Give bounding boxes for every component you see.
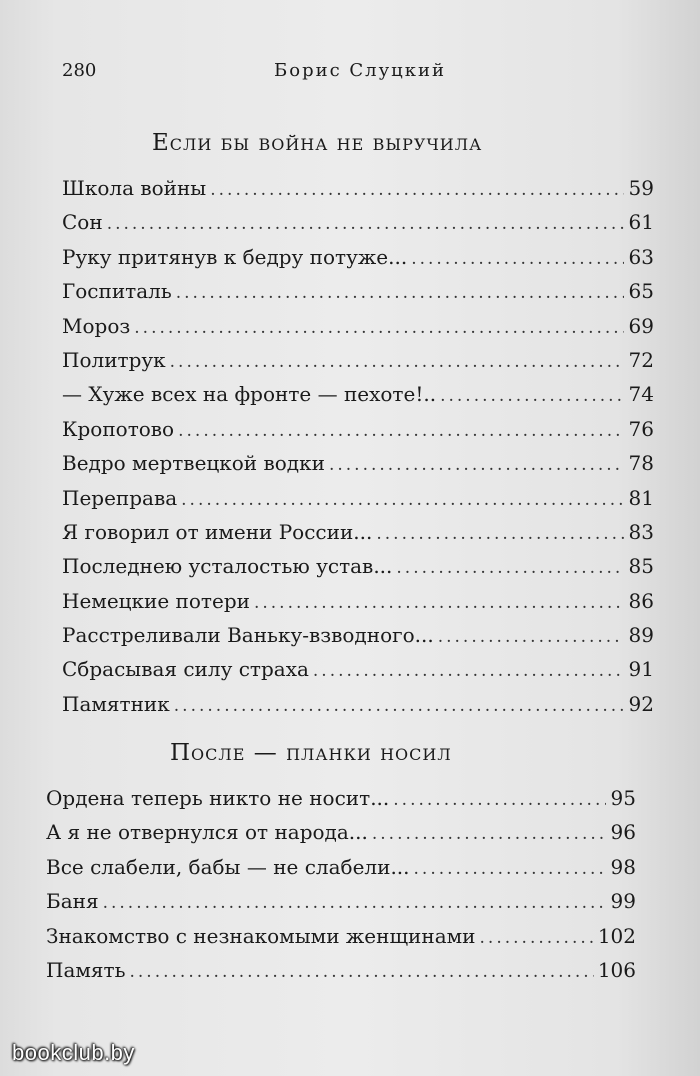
toc-entry	[62, 382, 654, 416]
toc-entry	[62, 554, 654, 588]
author-name: Борис Слуцкий	[274, 60, 447, 81]
toc-entry-page: 81	[628, 485, 654, 510]
toc-entry	[62, 348, 654, 382]
page-number: 280	[62, 60, 97, 81]
toc-entry-page: 98	[610, 854, 636, 879]
toc-entry-title: Ордена теперь никто не носит...	[46, 786, 390, 810]
toc-entry-title: А я не отвернулся от народа...	[46, 820, 368, 845]
toc-entry-page: 61	[628, 210, 654, 235]
toc-entry	[62, 176, 654, 210]
toc-entry	[62, 657, 654, 691]
toc-entry	[46, 924, 636, 958]
toc-entry	[62, 486, 654, 520]
toc-entry-page: 85	[628, 554, 654, 579]
toc-entry-page: 74	[628, 382, 654, 407]
toc-entry-title: Сон	[62, 210, 103, 235]
running-head	[62, 60, 622, 90]
toc-entry	[46, 820, 636, 854]
toc-entry-title: Кропотово	[62, 416, 175, 441]
dot-leader	[414, 859, 606, 879]
dot-leader	[176, 283, 624, 303]
dot-leader	[254, 593, 624, 613]
toc-entry	[62, 692, 654, 726]
toc-entry	[62, 245, 654, 279]
toc-entry-title: Памятник	[62, 691, 170, 716]
toc-entry-title: Память	[46, 957, 126, 982]
toc-entry-page: 83	[628, 519, 654, 544]
dot-leader	[130, 962, 594, 982]
toc-entry	[62, 314, 654, 348]
toc-entry-title: Переправа	[62, 485, 178, 510]
dot-leader	[372, 824, 606, 844]
toc-entry-title: Я говорил от имени России...	[62, 519, 373, 544]
toc-entry-title: Знакомство с незнакомыми женщинами	[46, 923, 476, 948]
toc-entry-page: 78	[628, 451, 654, 476]
toc-entry	[62, 451, 654, 485]
dot-leader	[107, 214, 624, 234]
toc-entry-title: Мороз	[62, 313, 131, 338]
dot-leader	[480, 928, 594, 948]
toc-entry	[62, 589, 654, 623]
toc-entry-page: 92	[628, 691, 654, 716]
toc-entry-title: Руку притянув к бедру потуже...	[62, 244, 408, 269]
dot-leader	[411, 249, 624, 269]
toc-entry	[46, 855, 636, 889]
site-watermark: bookclub.by	[12, 1040, 135, 1065]
dot-leader	[376, 524, 624, 544]
dot-leader	[170, 352, 624, 372]
toc-entry-page: 69	[628, 313, 654, 338]
dot-leader	[174, 696, 624, 716]
dot-leader	[181, 490, 624, 510]
toc-entry-title: Последнею усталостью устав...	[62, 554, 393, 579]
toc-list	[46, 786, 636, 992]
toc-entry	[46, 889, 636, 923]
toc-entry	[46, 958, 636, 992]
toc-entry-page: 89	[628, 623, 654, 648]
toc-entry	[62, 279, 654, 313]
toc-list	[62, 176, 654, 726]
dot-leader	[396, 558, 624, 578]
toc-entry-page: 72	[628, 347, 654, 372]
dot-leader	[440, 386, 624, 406]
toc-entry-title: Сбрасывая силу страха	[62, 657, 309, 682]
dot-leader	[134, 318, 624, 338]
toc-entry-page: 96	[610, 820, 636, 845]
toc-entry-page: 63	[628, 244, 654, 269]
toc-entry-title: Все слабели, бабы — не слабели...	[46, 854, 410, 879]
dot-leader	[103, 893, 606, 913]
dot-leader	[438, 627, 624, 647]
toc-entry-page: 76	[628, 416, 654, 441]
toc-entry-page: 106	[597, 957, 636, 982]
toc-entry-title: Расстреливали Ваньку-взводного...	[62, 623, 434, 648]
toc-entry-page: 95	[610, 786, 636, 810]
section-title: После — планки носил	[170, 740, 452, 766]
toc-entry	[62, 623, 654, 657]
toc-entry-title: Немецкие потери	[62, 588, 250, 613]
dot-leader	[329, 455, 624, 475]
dot-leader	[210, 180, 624, 200]
toc-entry	[62, 520, 654, 554]
toc-entry-title: Политрук	[62, 347, 166, 372]
dot-leader	[393, 790, 606, 810]
toc-entry-page: 99	[610, 889, 636, 914]
toc-entry-title: Ведро мертвецкой водки	[62, 451, 325, 476]
toc-entry-page: 65	[628, 279, 654, 304]
dot-leader	[313, 661, 624, 681]
toc-entry-title: Баня	[46, 889, 99, 914]
toc-entry	[46, 786, 636, 820]
toc-entry	[62, 417, 654, 451]
section-title: Если бы война не выручила	[152, 130, 483, 156]
toc-entry-page: 59	[628, 176, 654, 200]
toc-entry-page: 86	[628, 588, 654, 613]
dot-leader	[178, 421, 624, 441]
toc-entry-title: Школа войны	[62, 176, 207, 200]
toc-entry-title: Госпиталь	[62, 279, 172, 304]
toc-entry-page: 102	[597, 923, 636, 948]
toc-entry-title: — Хуже всех на фронте — пехоте!..	[62, 382, 437, 407]
toc-entry-page: 91	[628, 657, 654, 682]
toc-entry	[62, 210, 654, 244]
